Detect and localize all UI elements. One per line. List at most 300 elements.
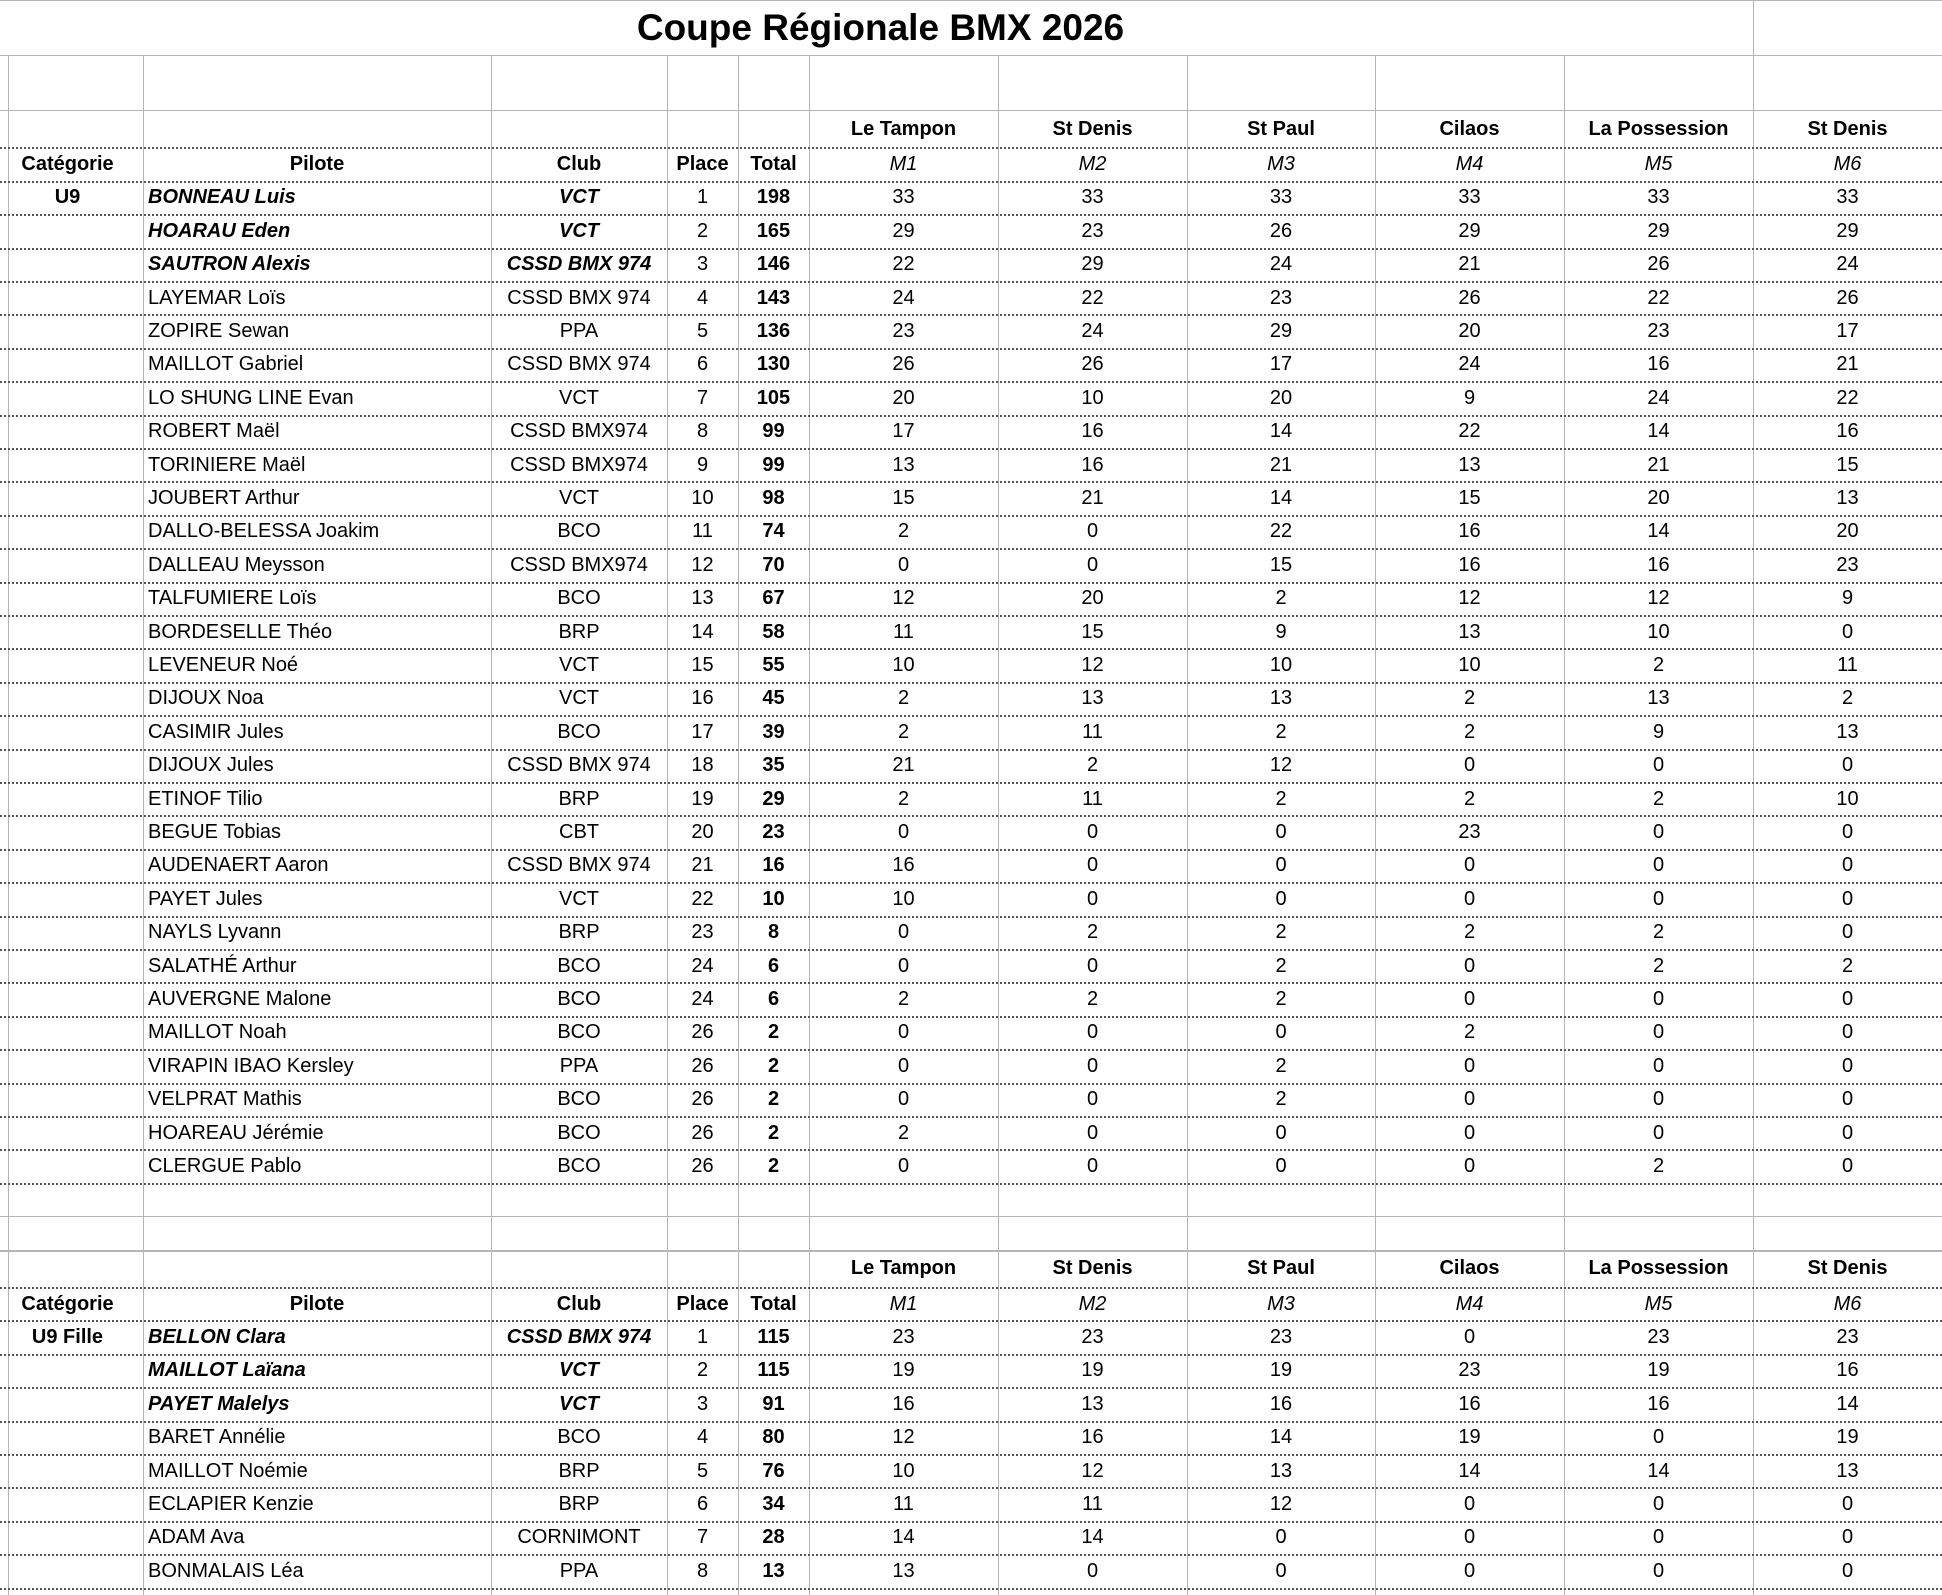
- club-name[interactable]: CSSD BMX 974: [507, 286, 651, 309]
- round-score[interactable]: 0: [1652, 1426, 1665, 1449]
- pilot-name[interactable]: NAYLS Lyvann: [148, 921, 282, 944]
- round-score[interactable]: 13: [892, 453, 915, 476]
- pilot-name[interactable]: HOARAU Eden: [148, 219, 291, 242]
- pilot-name[interactable]: MAILLOT Laïana: [148, 1359, 306, 1382]
- total-value[interactable]: 2: [767, 1155, 780, 1178]
- venue-header[interactable]: St Denis: [1052, 117, 1133, 140]
- round-score[interactable]: 13: [1458, 620, 1481, 643]
- round-score[interactable]: 2: [1841, 687, 1854, 710]
- round-score[interactable]: 12: [1269, 1493, 1293, 1516]
- round-score[interactable]: 10: [1836, 787, 1859, 810]
- sheet-title[interactable]: Coupe Régionale BMX 2026: [636, 7, 1125, 48]
- total-value[interactable]: 98: [762, 487, 785, 510]
- place-value[interactable]: 8: [696, 420, 709, 443]
- round-score[interactable]: 13: [1269, 687, 1293, 710]
- round-score[interactable]: 16: [892, 1392, 915, 1415]
- round-score[interactable]: 14: [1647, 520, 1670, 543]
- pilot-name[interactable]: ECLAPIER Kenzie: [148, 1493, 314, 1516]
- round-score[interactable]: 14: [1269, 487, 1293, 510]
- total-value[interactable]: 2: [767, 1021, 780, 1044]
- round-score[interactable]: 0: [1652, 1088, 1665, 1111]
- pilot-name[interactable]: ADAM Ava: [148, 1526, 245, 1549]
- round-score[interactable]: 0: [897, 954, 910, 977]
- col-header-club[interactable]: Club: [556, 1292, 602, 1315]
- round-score[interactable]: 11: [1082, 787, 1103, 810]
- round-score[interactable]: 22: [1458, 420, 1481, 443]
- pilot-name[interactable]: BARET Annélie: [148, 1426, 286, 1449]
- round-score[interactable]: 2: [1463, 787, 1476, 810]
- round-header[interactable]: M5: [1644, 153, 1673, 176]
- place-value[interactable]: 22: [691, 887, 714, 910]
- round-score[interactable]: 15: [1836, 453, 1859, 476]
- round-score[interactable]: 13: [1836, 720, 1859, 743]
- club-name[interactable]: CSSD BMX 974: [507, 854, 651, 877]
- round-score[interactable]: 2: [1275, 787, 1287, 810]
- round-score[interactable]: 0: [1841, 1088, 1854, 1111]
- round-score[interactable]: 0: [1841, 854, 1854, 877]
- place-value[interactable]: 5: [696, 1459, 709, 1482]
- round-score[interactable]: 22: [1836, 386, 1859, 409]
- round-header[interactable]: M3: [1267, 1292, 1295, 1315]
- pilot-name[interactable]: PAYET Malelys: [148, 1392, 290, 1415]
- place-value[interactable]: 5: [696, 320, 709, 343]
- round-score[interactable]: 2: [1463, 720, 1476, 743]
- round-score[interactable]: 11: [1837, 654, 1858, 677]
- round-score[interactable]: 0: [1841, 1021, 1854, 1044]
- venue-header[interactable]: St Paul: [1247, 1257, 1315, 1280]
- round-score[interactable]: 33: [1647, 186, 1670, 209]
- round-score[interactable]: 23: [1269, 1326, 1293, 1349]
- pilot-name[interactable]: DIJOUX Noa: [148, 687, 264, 710]
- round-score[interactable]: 2: [1275, 1054, 1287, 1077]
- round-score[interactable]: 0: [1463, 754, 1476, 777]
- round-score[interactable]: 24: [1269, 253, 1293, 276]
- club-name[interactable]: VCT: [559, 654, 599, 677]
- place-value[interactable]: 3: [696, 253, 709, 276]
- round-score[interactable]: 0: [1086, 553, 1099, 576]
- club-name[interactable]: CSSD BMX 974: [507, 353, 651, 376]
- place-value[interactable]: 21: [691, 854, 714, 877]
- round-score[interactable]: 23: [1647, 320, 1670, 343]
- round-score[interactable]: 16: [1458, 520, 1481, 543]
- pilot-name[interactable]: PAYET Jules: [148, 887, 263, 910]
- total-value[interactable]: 115: [757, 1326, 790, 1349]
- place-value[interactable]: 24: [691, 954, 714, 977]
- pilot-name[interactable]: MAILLOT Gabriel: [148, 353, 304, 376]
- venue-header[interactable]: Le Tampon: [850, 117, 957, 140]
- round-score[interactable]: 23: [1458, 1359, 1481, 1382]
- round-score[interactable]: 29: [1081, 253, 1104, 276]
- round-score[interactable]: 23: [1081, 1326, 1104, 1349]
- total-value[interactable]: 6: [767, 954, 780, 977]
- place-value[interactable]: 20: [691, 821, 714, 844]
- round-score[interactable]: 0: [1463, 1493, 1476, 1516]
- round-score[interactable]: 26: [1269, 219, 1293, 242]
- pilot-name[interactable]: SAUTRON Alexis: [148, 253, 311, 276]
- pilot-name[interactable]: BONMALAIS Léa: [148, 1559, 304, 1582]
- round-score[interactable]: 0: [1463, 1559, 1476, 1582]
- round-score[interactable]: 2: [897, 1121, 910, 1144]
- club-name[interactable]: CSSD BMX974: [510, 420, 648, 443]
- round-score[interactable]: 0: [1463, 854, 1476, 877]
- total-value[interactable]: 198: [756, 186, 791, 209]
- total-value[interactable]: 91: [762, 1392, 785, 1415]
- club-name[interactable]: BRP: [558, 921, 600, 944]
- club-name[interactable]: BCO: [557, 954, 601, 977]
- round-score[interactable]: 0: [897, 1021, 910, 1044]
- total-value[interactable]: 34: [762, 1493, 785, 1516]
- round-score[interactable]: 0: [1652, 1121, 1665, 1144]
- total-value[interactable]: 136: [756, 320, 791, 343]
- round-score[interactable]: 29: [892, 219, 915, 242]
- place-value[interactable]: 8: [696, 1559, 709, 1582]
- round-score[interactable]: 0: [1086, 1088, 1099, 1111]
- round-score[interactable]: 12: [1458, 587, 1481, 610]
- round-score[interactable]: 19: [1647, 1359, 1670, 1382]
- round-score[interactable]: 16: [1269, 1392, 1293, 1415]
- total-value[interactable]: 16: [762, 854, 785, 877]
- round-score[interactable]: 0: [1275, 1121, 1287, 1144]
- round-score[interactable]: 0: [1086, 887, 1099, 910]
- col-header-place[interactable]: Place: [676, 153, 729, 176]
- round-score[interactable]: 0: [1652, 887, 1665, 910]
- round-score[interactable]: 2: [897, 988, 910, 1011]
- round-score[interactable]: 22: [892, 253, 915, 276]
- round-score[interactable]: 10: [1081, 386, 1104, 409]
- total-value[interactable]: 99: [762, 420, 785, 443]
- club-name[interactable]: CBT: [559, 821, 599, 844]
- place-value[interactable]: 26: [691, 1021, 714, 1044]
- round-score[interactable]: 29: [1269, 320, 1293, 343]
- round-score[interactable]: 26: [1458, 286, 1481, 309]
- round-score[interactable]: 0: [1086, 520, 1099, 543]
- round-score[interactable]: 16: [1458, 553, 1481, 576]
- total-value[interactable]: 23: [762, 821, 785, 844]
- col-header-pilote[interactable]: Pilote: [289, 1292, 345, 1315]
- total-value[interactable]: 2: [767, 1054, 780, 1077]
- round-score[interactable]: 22: [1081, 286, 1104, 309]
- round-score[interactable]: 23: [1647, 1326, 1670, 1349]
- round-score[interactable]: 13: [1081, 1392, 1104, 1415]
- total-value[interactable]: 2: [767, 1121, 780, 1144]
- venue-header[interactable]: St Denis: [1807, 117, 1888, 140]
- round-score[interactable]: 14: [1269, 1426, 1293, 1449]
- round-score[interactable]: 33: [1458, 186, 1481, 209]
- round-score[interactable]: 21: [1458, 253, 1481, 276]
- round-header[interactable]: M1: [889, 1292, 918, 1315]
- round-score[interactable]: 19: [1458, 1426, 1481, 1449]
- place-value[interactable]: 1: [696, 186, 709, 209]
- total-value[interactable]: 130: [756, 353, 791, 376]
- round-score[interactable]: 0: [1086, 1155, 1099, 1178]
- club-name[interactable]: BCO: [557, 1426, 601, 1449]
- venue-header[interactable]: Cilaos: [1439, 1257, 1500, 1280]
- round-score[interactable]: 0: [1086, 1559, 1099, 1582]
- round-score[interactable]: 2: [1086, 921, 1099, 944]
- round-score[interactable]: 9: [1652, 720, 1665, 743]
- pilot-name[interactable]: MAILLOT Noah: [148, 1021, 287, 1044]
- round-score[interactable]: 2: [1463, 687, 1476, 710]
- round-score[interactable]: 0: [1463, 1121, 1476, 1144]
- club-name[interactable]: VCT: [559, 219, 599, 242]
- club-name[interactable]: CSSD BMX 974: [506, 1326, 652, 1349]
- place-value[interactable]: 14: [691, 620, 714, 643]
- total-value[interactable]: 58: [762, 620, 785, 643]
- pilot-name[interactable]: BONNEAU Luis: [148, 186, 296, 209]
- round-score[interactable]: 0: [1841, 1121, 1854, 1144]
- pilot-name[interactable]: CASIMIR Jules: [148, 720, 284, 743]
- col-header-categorie[interactable]: Catégorie: [21, 153, 114, 176]
- round-score[interactable]: 15: [892, 487, 915, 510]
- total-value[interactable]: 29: [762, 787, 785, 810]
- round-score[interactable]: 0: [897, 553, 910, 576]
- place-value[interactable]: 9: [696, 453, 709, 476]
- round-header[interactable]: M1: [889, 153, 918, 176]
- total-value[interactable]: 76: [762, 1459, 785, 1482]
- round-score[interactable]: 0: [1652, 754, 1665, 777]
- round-score[interactable]: 22: [1269, 520, 1293, 543]
- pilot-name[interactable]: DIJOUX Jules: [148, 754, 274, 777]
- round-score[interactable]: 2: [1652, 787, 1665, 810]
- round-score[interactable]: 21: [1836, 353, 1859, 376]
- round-score[interactable]: 19: [1836, 1426, 1859, 1449]
- round-header[interactable]: M2: [1078, 1292, 1107, 1315]
- total-value[interactable]: 165: [756, 219, 791, 242]
- place-value[interactable]: 16: [691, 687, 714, 710]
- round-score[interactable]: 0: [1275, 1155, 1287, 1178]
- club-name[interactable]: BCO: [557, 1021, 601, 1044]
- club-name[interactable]: VCT: [559, 687, 599, 710]
- round-score[interactable]: 0: [1652, 1526, 1665, 1549]
- club-name[interactable]: BCO: [557, 720, 601, 743]
- total-value[interactable]: 8: [767, 921, 780, 944]
- round-score[interactable]: 21: [1269, 453, 1293, 476]
- round-score[interactable]: 2: [1841, 954, 1854, 977]
- round-score[interactable]: 16: [1458, 1392, 1481, 1415]
- round-score[interactable]: 2: [1652, 1155, 1665, 1178]
- round-score[interactable]: 14: [1647, 1459, 1670, 1482]
- club-name[interactable]: PPA: [559, 1054, 599, 1077]
- round-score[interactable]: 0: [1841, 1526, 1854, 1549]
- pilot-name[interactable]: HOAREAU Jérémie: [148, 1121, 324, 1144]
- round-score[interactable]: 2: [1463, 921, 1476, 944]
- round-score[interactable]: 21: [1081, 487, 1104, 510]
- round-score[interactable]: 15: [1081, 620, 1104, 643]
- round-score[interactable]: 26: [1081, 353, 1104, 376]
- round-score[interactable]: 20: [1269, 386, 1293, 409]
- round-score[interactable]: 0: [1841, 921, 1854, 944]
- round-score[interactable]: 13: [1836, 1459, 1859, 1482]
- round-score[interactable]: 23: [892, 1326, 915, 1349]
- round-score[interactable]: 20: [1458, 320, 1481, 343]
- round-score[interactable]: 2: [1086, 754, 1099, 777]
- col-header-categorie[interactable]: Catégorie: [21, 1292, 114, 1315]
- pilot-name[interactable]: VELPRAT Mathis: [148, 1088, 302, 1111]
- club-name[interactable]: CSSD BMX 974: [507, 754, 651, 777]
- venue-header[interactable]: La Possession: [1588, 1257, 1729, 1280]
- round-score[interactable]: 0: [1275, 854, 1287, 877]
- pilot-name[interactable]: LEVENEUR Noé: [148, 654, 299, 677]
- round-score[interactable]: 0: [1463, 988, 1476, 1011]
- club-name[interactable]: VCT: [559, 386, 599, 409]
- round-score[interactable]: 13: [1836, 487, 1859, 510]
- round-score[interactable]: 22: [1647, 286, 1670, 309]
- pilot-name[interactable]: ETINOF Tilio: [148, 787, 263, 810]
- pilot-name[interactable]: AUVERGNE Malone: [148, 988, 332, 1011]
- total-value[interactable]: 6: [767, 988, 780, 1011]
- round-score[interactable]: 10: [1269, 654, 1293, 677]
- venue-header[interactable]: St Denis: [1052, 1257, 1133, 1280]
- round-header[interactable]: M4: [1455, 1292, 1484, 1315]
- round-score[interactable]: 9: [1841, 587, 1854, 610]
- round-score[interactable]: 24: [1081, 320, 1104, 343]
- round-score[interactable]: 0: [1086, 854, 1099, 877]
- club-name[interactable]: PPA: [559, 1559, 599, 1582]
- club-name[interactable]: VCT: [559, 1392, 599, 1415]
- total-value[interactable]: 115: [757, 1359, 790, 1382]
- col-header-pilote[interactable]: Pilote: [289, 153, 345, 176]
- round-score[interactable]: 0: [1652, 1493, 1665, 1516]
- club-name[interactable]: BCO: [557, 520, 601, 543]
- total-value[interactable]: 80: [762, 1426, 785, 1449]
- club-name[interactable]: BCO: [557, 1088, 601, 1111]
- round-score[interactable]: 0: [1463, 1326, 1476, 1349]
- round-score[interactable]: 9: [1463, 386, 1476, 409]
- place-value[interactable]: 24: [691, 988, 714, 1011]
- round-score[interactable]: 10: [892, 1459, 915, 1482]
- round-score[interactable]: 0: [1275, 887, 1287, 910]
- club-name[interactable]: BRP: [558, 620, 600, 643]
- round-score[interactable]: 2: [1275, 954, 1287, 977]
- round-score[interactable]: 0: [1463, 954, 1476, 977]
- pilot-name[interactable]: DALLO-BELESSA Joakim: [148, 520, 380, 543]
- round-score[interactable]: 14: [1647, 420, 1670, 443]
- round-score[interactable]: 14: [1081, 1526, 1104, 1549]
- round-score[interactable]: 16: [1647, 553, 1670, 576]
- round-score[interactable]: 9: [1275, 620, 1287, 643]
- round-score[interactable]: 0: [1841, 754, 1854, 777]
- round-score[interactable]: 13: [1081, 687, 1104, 710]
- round-score[interactable]: 2: [897, 687, 910, 710]
- place-value[interactable]: 12: [691, 553, 714, 576]
- round-score[interactable]: 12: [1081, 1459, 1104, 1482]
- round-score[interactable]: 12: [1269, 754, 1293, 777]
- round-score[interactable]: 0: [1652, 1559, 1665, 1582]
- round-score[interactable]: 16: [1647, 353, 1670, 376]
- venue-header[interactable]: St Denis: [1807, 1257, 1888, 1280]
- round-score[interactable]: 12: [892, 587, 915, 610]
- venue-header[interactable]: Cilaos: [1439, 117, 1500, 140]
- total-value[interactable]: 2: [767, 1088, 780, 1111]
- category-label[interactable]: U9: [54, 186, 81, 209]
- round-score[interactable]: 0: [1652, 1021, 1665, 1044]
- round-score[interactable]: 2: [1275, 921, 1287, 944]
- club-name[interactable]: BCO: [557, 988, 601, 1011]
- round-score[interactable]: 29: [1458, 219, 1481, 242]
- venue-header[interactable]: Le Tampon: [850, 1257, 957, 1280]
- pilot-name[interactable]: BEGUE Tobias: [148, 821, 282, 844]
- round-score[interactable]: 0: [1463, 1526, 1476, 1549]
- pilot-name[interactable]: DALLEAU Meysson: [148, 553, 325, 576]
- pilot-name[interactable]: ZOPIRE Sewan: [148, 320, 290, 343]
- round-score[interactable]: 0: [1463, 887, 1476, 910]
- round-score[interactable]: 2: [1652, 654, 1665, 677]
- round-score[interactable]: 16: [1081, 1426, 1104, 1449]
- round-score[interactable]: 10: [892, 654, 915, 677]
- total-value[interactable]: 13: [762, 1559, 785, 1582]
- place-value[interactable]: 2: [696, 1359, 709, 1382]
- place-value[interactable]: 13: [691, 587, 714, 610]
- round-score[interactable]: 2: [1275, 1088, 1287, 1111]
- total-value[interactable]: 99: [762, 453, 785, 476]
- round-score[interactable]: 0: [1086, 821, 1099, 844]
- club-name[interactable]: CSSD BMX 974: [506, 253, 652, 276]
- round-score[interactable]: 26: [892, 353, 915, 376]
- round-score[interactable]: 11: [1082, 720, 1103, 743]
- place-value[interactable]: 26: [691, 1155, 714, 1178]
- round-score[interactable]: 14: [892, 1526, 915, 1549]
- round-score[interactable]: 0: [1652, 988, 1665, 1011]
- pilot-name[interactable]: VIRAPIN IBAO Kersley: [148, 1054, 354, 1077]
- round-score[interactable]: 16: [1081, 453, 1104, 476]
- place-value[interactable]: 7: [696, 386, 709, 409]
- venue-header[interactable]: La Possession: [1588, 117, 1729, 140]
- round-score[interactable]: 12: [892, 1426, 915, 1449]
- round-score[interactable]: 29: [1836, 219, 1859, 242]
- round-score[interactable]: 10: [1458, 654, 1481, 677]
- round-score[interactable]: 0: [1275, 1559, 1287, 1582]
- round-score[interactable]: 19: [892, 1359, 915, 1382]
- place-value[interactable]: 2: [696, 219, 709, 242]
- round-score[interactable]: 0: [1463, 1054, 1476, 1077]
- round-score[interactable]: 29: [1647, 219, 1670, 242]
- round-score[interactable]: 14: [1269, 420, 1293, 443]
- round-score[interactable]: 0: [1463, 1088, 1476, 1111]
- round-score[interactable]: 19: [1081, 1359, 1104, 1382]
- round-score[interactable]: 2: [1652, 954, 1665, 977]
- round-score[interactable]: 2: [1086, 988, 1099, 1011]
- total-value[interactable]: 146: [756, 253, 791, 276]
- col-header-place[interactable]: Place: [676, 1292, 729, 1315]
- pilot-name[interactable]: TALFUMIERE Loïs: [148, 587, 317, 610]
- round-score[interactable]: 2: [1463, 1021, 1476, 1044]
- round-score[interactable]: 0: [1841, 1155, 1854, 1178]
- pilot-name[interactable]: ROBERT Maël: [148, 420, 280, 443]
- round-score[interactable]: 23: [1081, 219, 1104, 242]
- club-name[interactable]: BRP: [558, 787, 600, 810]
- pilot-name[interactable]: CLERGUE Pablo: [148, 1155, 302, 1178]
- round-score[interactable]: 0: [1652, 821, 1665, 844]
- round-score[interactable]: 0: [1841, 1559, 1854, 1582]
- club-name[interactable]: VCT: [559, 487, 599, 510]
- round-score[interactable]: 0: [1275, 1021, 1287, 1044]
- round-score[interactable]: 13: [1647, 687, 1670, 710]
- round-score[interactable]: 23: [1836, 1326, 1859, 1349]
- round-score[interactable]: 16: [1647, 1392, 1670, 1415]
- round-score[interactable]: 19: [1269, 1359, 1293, 1382]
- pilot-name[interactable]: BELLON Clara: [148, 1326, 286, 1349]
- round-header[interactable]: M2: [1078, 153, 1107, 176]
- round-score[interactable]: 17: [892, 420, 915, 443]
- round-score[interactable]: 23: [1269, 286, 1293, 309]
- round-score[interactable]: 24: [1647, 386, 1670, 409]
- club-name[interactable]: BCO: [557, 587, 601, 610]
- col-header-total[interactable]: Total: [750, 153, 797, 176]
- round-score[interactable]: 15: [1458, 487, 1481, 510]
- round-header[interactable]: M6: [1833, 153, 1862, 176]
- club-name[interactable]: BRP: [558, 1493, 600, 1516]
- total-value[interactable]: 55: [762, 654, 785, 677]
